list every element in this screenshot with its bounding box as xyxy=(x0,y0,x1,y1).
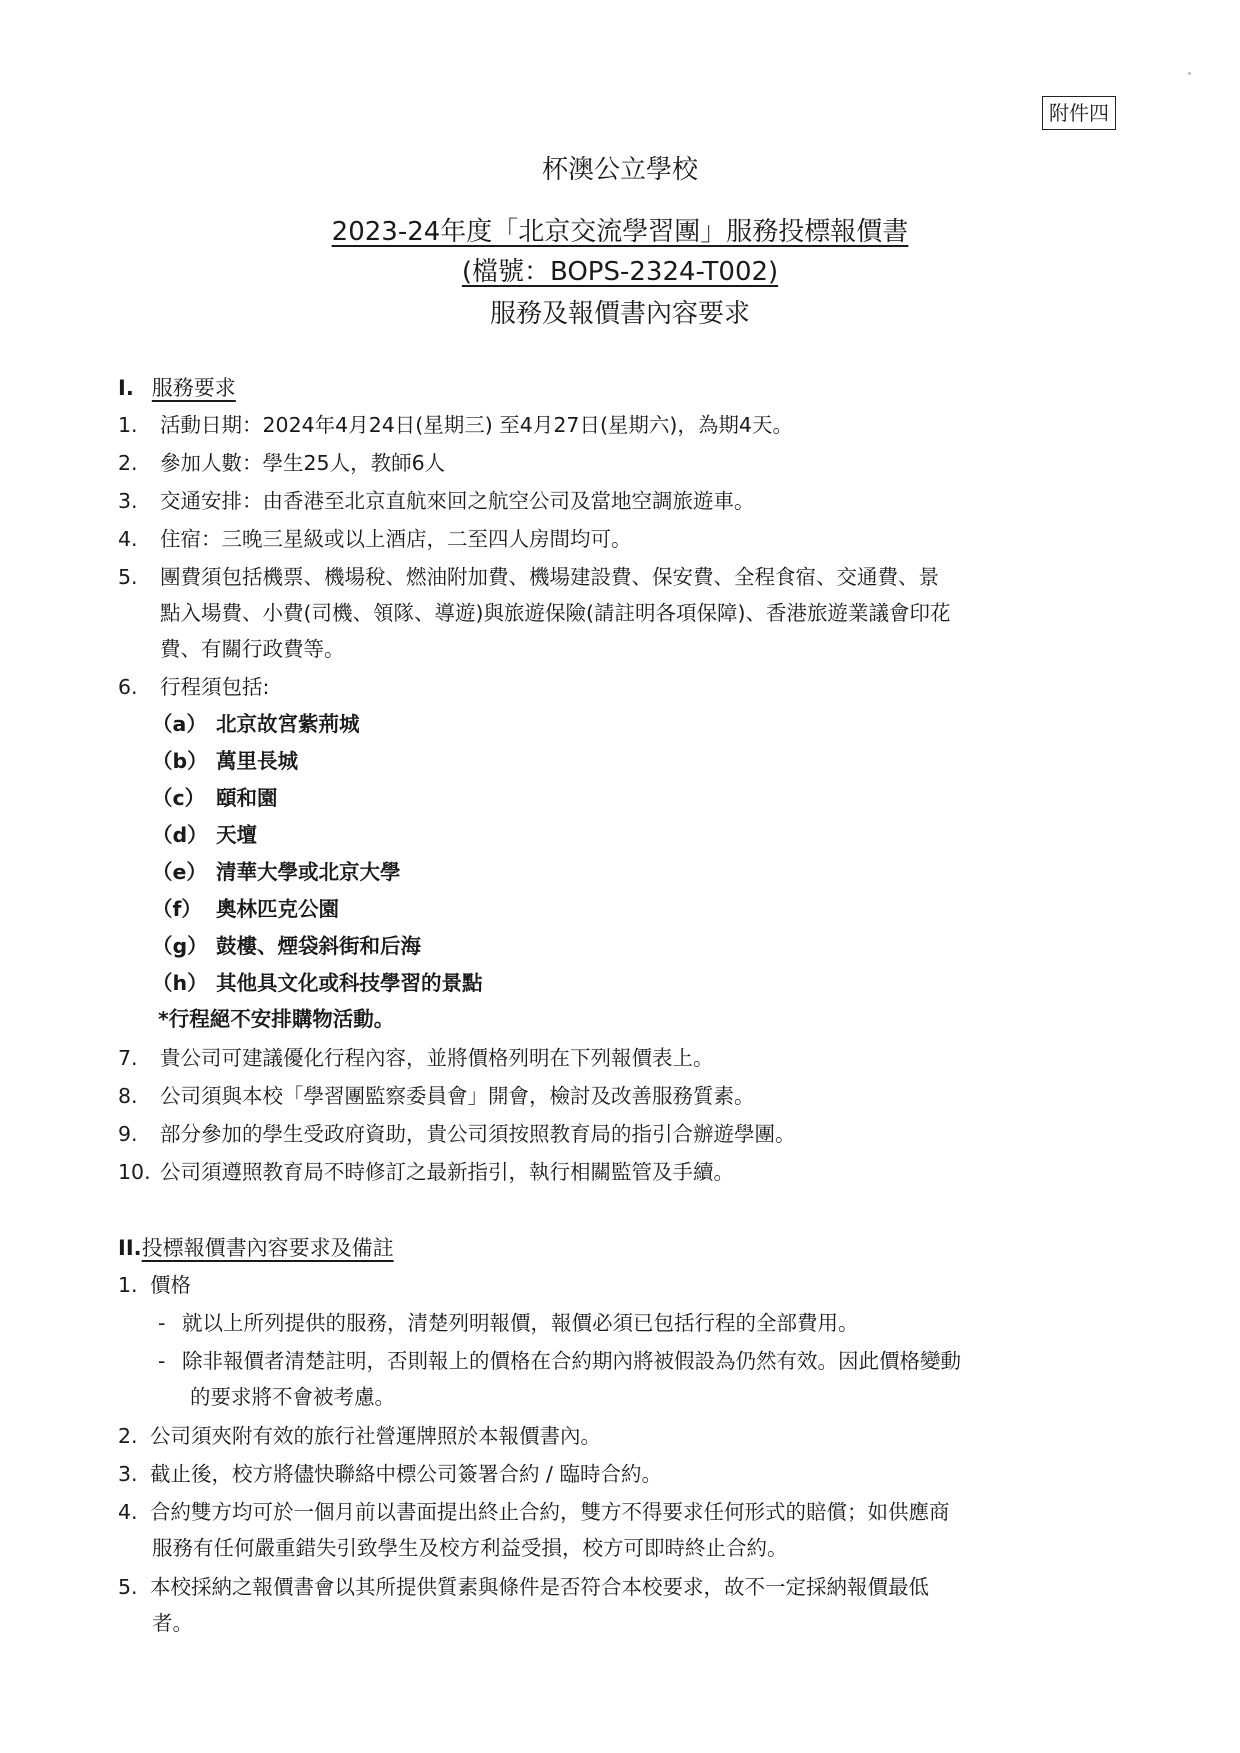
scan-speck xyxy=(1188,72,1191,75)
attachment-label: 附件四 xyxy=(1042,96,1116,130)
sub-item-text: 奧林匹克公園 xyxy=(216,897,339,921)
item-number: 4. xyxy=(118,527,138,551)
dash-text: 就以上所列提供的服務，清楚列明報價，報價必須已包括行程的全部費用。 xyxy=(182,1311,859,1335)
file-number-text: (檔號：BOPS-2324-T002) xyxy=(461,257,779,287)
item-text: 參加人數：學生25人，教師6人 xyxy=(160,451,446,475)
list-item xyxy=(118,1270,191,1300)
item-number: 2. xyxy=(118,451,138,475)
item-text: 截止後，校方將儘快聯絡中標公司簽署合約 / 臨時合約。 xyxy=(150,1462,662,1486)
item-number: 9. xyxy=(118,1122,138,1146)
item-number: 10. xyxy=(118,1160,151,1184)
sub-item-text: 北京故宮紫荊城 xyxy=(216,712,360,736)
item-text: 住宿：三晚三星級或以上酒店，二至四人房間均可。 xyxy=(160,527,632,551)
list-item xyxy=(118,1572,929,1602)
item-text: 價格 xyxy=(150,1273,191,1297)
sub-item xyxy=(152,894,339,924)
sub-item-text: 頤和園 xyxy=(216,786,278,810)
item-text: 部分參加的學生受政府資助，貴公司須按照教育局的指引合辦遊學團。 xyxy=(160,1122,796,1146)
section-1-heading xyxy=(118,373,236,403)
list-item xyxy=(118,448,445,478)
section-1-title: 服務要求 xyxy=(151,376,236,400)
sub-item-text: 鼓樓、煙袋斜街和后海 xyxy=(216,934,421,958)
sub-item-label: （c） xyxy=(152,786,206,810)
sub-item-text: 萬里長城 xyxy=(216,749,298,773)
sub-item xyxy=(152,931,421,961)
dash-item xyxy=(158,1346,961,1376)
sub-item-text: 其他具文化或科技學習的景點 xyxy=(216,971,483,995)
itinerary-note: *行程絕不安排購物活動。 xyxy=(158,1007,395,1031)
item-number: 2. xyxy=(118,1424,138,1448)
school-name: 杯澳公立學校 xyxy=(541,155,698,185)
list-item xyxy=(118,1459,662,1489)
dash-text: 除非報價者清楚註明，否則報上的價格在合約期內將被假設為仍然有效。因此價格變動 xyxy=(182,1349,961,1373)
list-item xyxy=(118,1043,714,1073)
item-text: 公司須夾附有效的旅行社營運牌照於本報價書內。 xyxy=(150,1424,601,1448)
list-item xyxy=(118,1119,796,1149)
list-item xyxy=(118,1157,734,1187)
section-1-number: I. xyxy=(118,376,134,400)
item-text: 活動日期：2024年4月24日(星期三) 至4月27日(星期六)，為期4天。 xyxy=(160,413,793,437)
sub-item-label: （d） xyxy=(152,823,208,847)
list-item xyxy=(118,562,939,592)
document-title xyxy=(0,214,1240,250)
list-item xyxy=(118,486,755,516)
item-number: 6. xyxy=(118,675,138,699)
item-number: 3. xyxy=(118,1462,138,1486)
item-continuation: 點入場費、小費(司機、領隊、導遊)與旅遊保險(請註明各項保障)、香港旅遊業議會印花 xyxy=(160,601,951,625)
sub-item-text: 天壇 xyxy=(216,823,257,847)
dash-item xyxy=(158,1308,859,1338)
item-continuation: 者。 xyxy=(152,1611,193,1635)
item-text: 公司須遵照教育局不時修訂之最新指引，執行相關監管及手續。 xyxy=(160,1160,734,1184)
list-item xyxy=(118,1081,755,1111)
sub-item-label: （b） xyxy=(152,749,208,773)
sub-item-label: （h） xyxy=(152,971,208,995)
section-2-title: 投標報價書內容要求及備註 xyxy=(141,1236,394,1260)
item-number: 3. xyxy=(118,489,138,513)
sub-item xyxy=(152,709,360,739)
sub-item-label: （f） xyxy=(152,897,202,921)
item-continuation: 費、有關行政費等。 xyxy=(160,637,345,661)
section-2-number: II. xyxy=(118,1236,142,1260)
item-continuation: 服務有任何嚴重錯失引致學生及校方利益受損，校方可即時終止合約。 xyxy=(152,1536,788,1560)
sub-item-label: （e） xyxy=(152,860,207,884)
sub-item-text: 清華大學或北京大學 xyxy=(216,860,401,884)
sub-item xyxy=(152,746,298,776)
list-item xyxy=(118,410,793,440)
item-number: 1. xyxy=(118,1273,138,1297)
item-text: 合約雙方均可於一個月前以書面提出終止合約，雙方不得要求任何形式的賠償；如供應商 xyxy=(150,1500,950,1524)
item-text: 行程須包括: xyxy=(160,675,270,699)
sub-item-label: （a） xyxy=(152,712,207,736)
item-text: 本校採納之報價書會以其所提供質素與條件是否符合本校要求，故不一定採納報價最低 xyxy=(150,1575,929,1599)
document-title-text: 2023-24年度「北京交流學習團」服務投標報價書 xyxy=(331,217,909,247)
item-number: 8. xyxy=(118,1084,138,1108)
item-text: 團費須包括機票、機場稅、燃油附加費、機場建設費、保安費、全程食宿、交通費、景 xyxy=(160,565,939,589)
sub-item xyxy=(152,820,257,850)
sub-item-label: （g） xyxy=(152,934,208,958)
item-text: 交通安排：由香港至北京直航來回之航空公司及當地空調旅遊車。 xyxy=(160,489,755,513)
sub-item xyxy=(152,783,278,813)
section-2-heading xyxy=(118,1233,394,1263)
list-item xyxy=(118,1497,950,1527)
file-number xyxy=(0,254,1240,290)
list-item xyxy=(118,672,269,702)
dash-continuation: 的要求將不會被考慮。 xyxy=(190,1385,395,1409)
item-number: 5. xyxy=(118,1575,138,1599)
document-subtitle: 服務及報價書內容要求 xyxy=(489,299,750,329)
list-item xyxy=(118,1421,601,1451)
sub-item xyxy=(152,968,483,998)
list-item xyxy=(118,524,632,554)
sub-item xyxy=(152,857,401,887)
item-number: 5. xyxy=(118,565,138,589)
item-number: 1. xyxy=(118,413,138,437)
dash-bullet: - xyxy=(158,1349,166,1373)
item-number: 7. xyxy=(118,1046,138,1070)
item-text: 公司須與本校「學習團監察委員會」開會，檢討及改善服務質素。 xyxy=(160,1084,755,1108)
dash-bullet: - xyxy=(158,1311,166,1335)
item-text: 貴公司可建議優化行程內容，並將價格列明在下列報價表上。 xyxy=(160,1046,714,1070)
item-number: 4. xyxy=(118,1500,138,1524)
